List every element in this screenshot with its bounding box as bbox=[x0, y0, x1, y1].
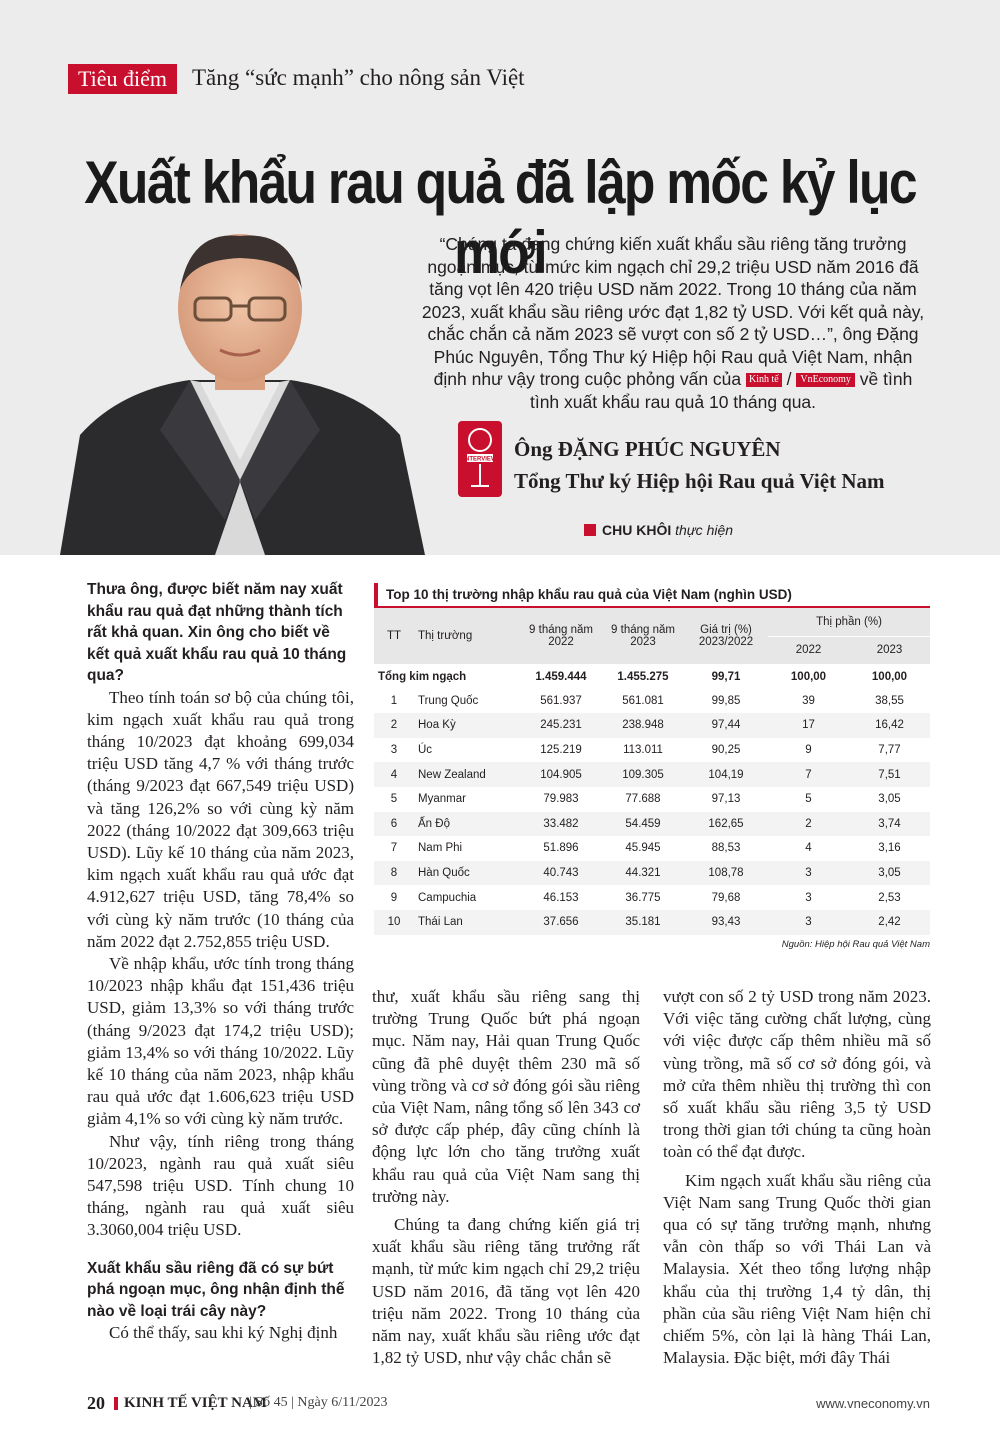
cell-market: Myanmar bbox=[418, 793, 466, 806]
cell-s2022: 3 bbox=[768, 861, 849, 886]
cell-s2023: 2,42 bbox=[849, 910, 930, 935]
table-row bbox=[374, 689, 930, 714]
cell-tt: 1 bbox=[390, 694, 398, 707]
cell-market: Úc bbox=[418, 744, 433, 757]
cell-s2023: 16,42 bbox=[849, 713, 930, 738]
table-source: Nguồn: Hiệp hội Rau quả Việt Nam bbox=[781, 938, 930, 950]
cell-market: Nam Phi bbox=[418, 842, 463, 855]
cell-market: Campuchia bbox=[418, 891, 477, 904]
cell-v2022: 51.896 bbox=[543, 842, 579, 855]
author-name: CHU KHÔI bbox=[602, 522, 672, 538]
cell-tt: 5 bbox=[390, 793, 398, 806]
cell-ratio: 108,78 bbox=[684, 861, 768, 886]
cell-s2023: 7,77 bbox=[878, 744, 901, 757]
cell-market: Thái Lan bbox=[414, 910, 520, 935]
cell-s2023: 2,53 bbox=[878, 891, 901, 904]
headline: Xuất khẩu rau quả đã lập mốc kỷ lục mới bbox=[84, 149, 916, 286]
cell-market: Ấn Độ bbox=[414, 812, 520, 837]
header-share-2022: 2022 bbox=[768, 636, 849, 664]
interview-microphone-icon bbox=[457, 420, 503, 498]
cell-ratio: 162,65 bbox=[684, 812, 768, 837]
col2-paragraph-2: Chúng ta đang chứng kiến giá trị xuất khẩu sầu riêng tăng trưởng rất mạnh, từ mức kim ngạch chỉ 29,2 triệu USD năm 2016, đã tăng vọt lên 420 triệu năm 2022. Trong 10 tháng của năm nay, xuất khẩu sầu riêng ước đạt 1,82 tỷ USD, như vậy chắc chắn sẽ bbox=[372, 1215, 640, 1368]
total-2022: 1.459.444 bbox=[535, 670, 587, 683]
header-band bbox=[0, 0, 1000, 555]
cell-s2022: 9 bbox=[805, 744, 812, 757]
paragraph-1: Theo tính toán sơ bộ của chúng tôi, kim ngạch xuất khẩu rau quả trong tháng 10/2023 đạt khoảng 699,034 triệu USD tăng 4,7 % với tháng trước (tháng 9/2023 đạt 667,549 triệu USD) và tăng 126,2% so với cùng kỳ năm 2022 (tháng 10/2022 đạt 309,663 triệu USD). Lũy kế 10 tháng của năm 2023, kim ngạch xuất khẩu rau quả ước đạt 4.912,627 triệu USD, tăng 78,4% so với cùng kỳ năm trước (10 tháng của năm 2022 đạt 2.752,855 triệu USD. bbox=[87, 687, 354, 951]
footer-divider bbox=[114, 1397, 118, 1410]
cell-market: Hoa Kỳ bbox=[414, 713, 520, 738]
cell-v2023: 113.011 bbox=[623, 744, 663, 757]
header-market: Thị trường bbox=[414, 608, 520, 664]
byline bbox=[584, 522, 733, 538]
table-row bbox=[374, 713, 930, 738]
logo-separator: / bbox=[786, 369, 792, 389]
quote-text: “Chúng ta đang chứng kiến xuất khẩu sầu riêng tăng trưởng ngoạn mục, từ mức kim ngạch chỉ 29,2 triệu USD năm 2016 đã tăng vọt lên 420 triệu USD năm 2022. Trong 10 tháng của năm 2023, xuất khẩu sầu riêng ước đạt 1,82 tỷ USD. Với kết quả này, chắc chắn cả năm 2023 sẽ vượt con số 2 tỷ USD…”, ông Đặng Phúc Nguyên, Tổng Thư ký Hiệp hội Rau quả Việt Nam, nhận định như vậy trong cuộc phỏng vấn của bbox=[421, 234, 925, 389]
header-2023: 9 tháng năm 2023 bbox=[602, 608, 684, 664]
cell-tt: 4 bbox=[374, 762, 414, 787]
data-table bbox=[374, 608, 930, 935]
cell-s2023: 38,55 bbox=[875, 694, 904, 707]
header-2022: 9 tháng năm 2022 bbox=[520, 608, 602, 664]
table-row bbox=[374, 738, 930, 763]
header-share-2023: 2023 bbox=[849, 636, 930, 664]
cell-v2023: 109.305 bbox=[602, 762, 684, 787]
cell-s2022: 2 bbox=[768, 812, 849, 837]
cell-s2023: 3,16 bbox=[878, 842, 901, 855]
interviewee-title: Tổng Thư ký Hiệp hội Rau quả Việt Nam bbox=[514, 469, 885, 493]
cell-market: Hàn Quốc bbox=[414, 861, 520, 886]
col2-paragraph-1: thư, xuất khẩu sầu riêng sang thị trường Trung Quốc bứt phá ngoạn mục. Năm nay, Hải quan Trung Quốc cũng đã phê duyệt thêm 230 mã số vùng trồng và cơ sở đóng gói sầu riêng của Việt Nam, nâng tổng số lên 343 cơ sở được cấp phép, đây cũng chính là động lực lớn cho tăng trưởng xuất khẩu rau quả của Việt Nam sang thị trường này. bbox=[372, 987, 640, 1206]
cell-v2022: 561.937 bbox=[540, 694, 582, 707]
cell-v2022: 245.231 bbox=[520, 713, 602, 738]
question-1: Thưa ông, được biết năm nay xuất khẩu rau quả đạt những thành tích rất khả quan. Xin ông cho biết về kết quả xuất khẩu rau quả 10 tháng qua? bbox=[87, 581, 347, 684]
cell-tt: 8 bbox=[374, 861, 414, 886]
cell-tt: 2 bbox=[374, 713, 414, 738]
cell-s2022: 4 bbox=[805, 842, 812, 855]
cell-v2022: 40.743 bbox=[520, 861, 602, 886]
magazine-name: KINH TẾ VIỆT NAM bbox=[124, 1395, 267, 1411]
total-share-2023: 100,00 bbox=[871, 670, 908, 683]
header-share: Thị phần (%) bbox=[768, 608, 930, 636]
section-tag: Tiêu điểm bbox=[68, 64, 177, 94]
table-row bbox=[374, 861, 930, 886]
section-subtitle: Tăng “sức mạnh” cho nông sản Việt bbox=[192, 65, 525, 90]
table-row bbox=[374, 836, 930, 861]
cell-v2022: 125.219 bbox=[540, 744, 582, 757]
table-title: Top 10 thị trường nhập khẩu rau quả của Việt Nam (nghìn USD) bbox=[374, 583, 930, 608]
body-column-2 bbox=[372, 986, 640, 1369]
cell-s2022: 3 bbox=[805, 891, 812, 904]
cell-s2022: 7 bbox=[768, 762, 849, 787]
kinh-te-logo: Kinh tế bbox=[746, 373, 782, 387]
total-2023: 1.455.275 bbox=[617, 670, 669, 683]
pen-icon bbox=[584, 524, 596, 536]
cell-v2022: 79.983 bbox=[543, 793, 579, 806]
cell-v2023: 561.081 bbox=[622, 694, 664, 707]
vneconomy-logo: VnEconomy bbox=[796, 373, 855, 387]
table-row bbox=[374, 812, 930, 837]
cell-v2023: 45.945 bbox=[625, 842, 661, 855]
cell-s2023: 3,05 bbox=[849, 861, 930, 886]
lead-quote bbox=[418, 233, 928, 413]
header-ratio: Giá trị (%) 2023/2022 bbox=[684, 608, 768, 664]
table-row bbox=[374, 787, 930, 812]
issue-info: | Số 45 | Ngày 6/11/2023 bbox=[249, 1395, 388, 1410]
body-column-1 bbox=[87, 579, 354, 1344]
cell-v2022: 33.482 bbox=[520, 812, 602, 837]
paragraph-3: Như vậy, tính riêng trong tháng 10/2023, ngành rau quả xuất siêu 547,598 triệu USD. Tính chung 10 tháng, ngành rau quả xuất siêu 3.3060,004 triệu USD. bbox=[87, 1131, 354, 1240]
table-total-row bbox=[374, 664, 930, 689]
cell-v2022: 37.656 bbox=[520, 910, 602, 935]
interviewee-name: Ông ĐẶNG PHÚC NGUYÊN bbox=[514, 437, 781, 461]
cell-ratio: 90,25 bbox=[711, 744, 741, 757]
cell-tt: 6 bbox=[374, 812, 414, 837]
paragraph-2: Về nhập khẩu, ước tính trong tháng 10/2023 nhập khẩu đạt 151,436 triệu USD, giảm 13,3% so với tháng trước (tháng 9/2023 đạt 174,2 triệu USD); giảm 13,4% so với tháng 10/2022. Lũy kế 10 tháng của năm 2023, nhập khẩu rau quả ước đạt 1.606,623 triệu USD giảm 4,1% so với cùng kỳ năm trước. bbox=[87, 953, 354, 1129]
interview-icon-label: INTERVIEW bbox=[463, 456, 497, 463]
cell-v2022: 46.153 bbox=[543, 891, 579, 904]
cell-s2023: 3,05 bbox=[878, 793, 901, 806]
cell-s2023: 3,74 bbox=[849, 812, 930, 837]
cell-ratio: 79,68 bbox=[711, 891, 741, 904]
cell-s2022: 5 bbox=[805, 793, 812, 806]
cell-ratio: 99,85 bbox=[711, 694, 741, 707]
cell-tt: 10 bbox=[374, 910, 414, 935]
cell-s2023: 7,51 bbox=[849, 762, 930, 787]
cell-v2023: 36.775 bbox=[625, 891, 661, 904]
cell-v2022: 104.905 bbox=[520, 762, 602, 787]
header-tt: TT bbox=[374, 608, 414, 664]
question-2: Xuất khẩu sầu riêng đã có sự bứt phá ngoạn mục, ông nhận định thế nào về loại trái cây này? bbox=[87, 1259, 345, 1320]
cell-ratio: 93,43 bbox=[684, 910, 768, 935]
website-link[interactable]: www.vneconomy.vn bbox=[816, 1396, 930, 1411]
market-table bbox=[374, 583, 930, 950]
author-role: thực hiện bbox=[675, 522, 734, 538]
quote-text-end: về tình tình xuất khẩu rau quả 10 tháng qua. bbox=[529, 369, 913, 412]
cell-s2022: 39 bbox=[802, 694, 815, 707]
body-column-3 bbox=[663, 986, 931, 1369]
total-label: Tổng kim ngạch bbox=[378, 670, 467, 683]
cell-s2022: 3 bbox=[768, 910, 849, 935]
cell-s2022: 17 bbox=[768, 713, 849, 738]
total-share-2022: 100,00 bbox=[790, 670, 827, 683]
page-footer bbox=[87, 1393, 930, 1417]
cell-ratio: 97,13 bbox=[711, 793, 741, 806]
cell-tt: 9 bbox=[390, 891, 398, 904]
cell-market: Trung Quốc bbox=[418, 694, 479, 707]
col3-paragraph-2: Kim ngạch xuất khẩu sầu riêng của Việt Nam sang Trung Quốc thời gian qua có sự tăng trưởng mạnh, nhưng vẫn còn thấp so với Thái Lan và Malaysia. Xét theo tổng lượng nhập khẩu của thị trường 1,4 tỷ dân, thị phần của sầu riêng Việt Nam hiện chỉ chiếm 5%, còn lại là hàng Thái Lan, Malaysia. Đặc biệt, mới đây Thái bbox=[663, 1170, 931, 1368]
cell-tt: 3 bbox=[390, 744, 398, 757]
cell-ratio: 104,19 bbox=[684, 762, 768, 787]
cell-ratio: 97,44 bbox=[684, 713, 768, 738]
cell-tt: 7 bbox=[390, 842, 398, 855]
col3-paragraph-1: vượt con số 2 tỷ USD trong năm 2023. Với việc tăng cường chất lượng, cùng với việc được cấp thêm nhiều mã số vùng trồng, mã số cơ sở đóng gói, và mở cửa thêm nhiều thị trường thì con số xuất khẩu sầu riêng 3,5 tỷ USD trong thời gian tới chúng ta cũng hoàn toàn có thể đạt được. bbox=[663, 987, 931, 1162]
portrait-photo bbox=[40, 230, 440, 555]
table-row bbox=[374, 885, 930, 910]
table-row bbox=[374, 910, 930, 935]
cell-v2023: 77.688 bbox=[625, 793, 661, 806]
cell-v2023: 44.321 bbox=[602, 861, 684, 886]
cell-market: New Zealand bbox=[414, 762, 520, 787]
paragraph-4: Có thể thấy, sau khi ký Nghị định bbox=[109, 1323, 338, 1343]
cell-v2023: 35.181 bbox=[602, 910, 684, 935]
cell-v2023: 238.948 bbox=[602, 713, 684, 738]
page-number: 20 bbox=[87, 1393, 105, 1413]
cell-ratio: 88,53 bbox=[711, 842, 741, 855]
total-ratio: 99,71 bbox=[711, 670, 741, 683]
cell-v2023: 54.459 bbox=[602, 812, 684, 837]
table-row bbox=[374, 762, 930, 787]
